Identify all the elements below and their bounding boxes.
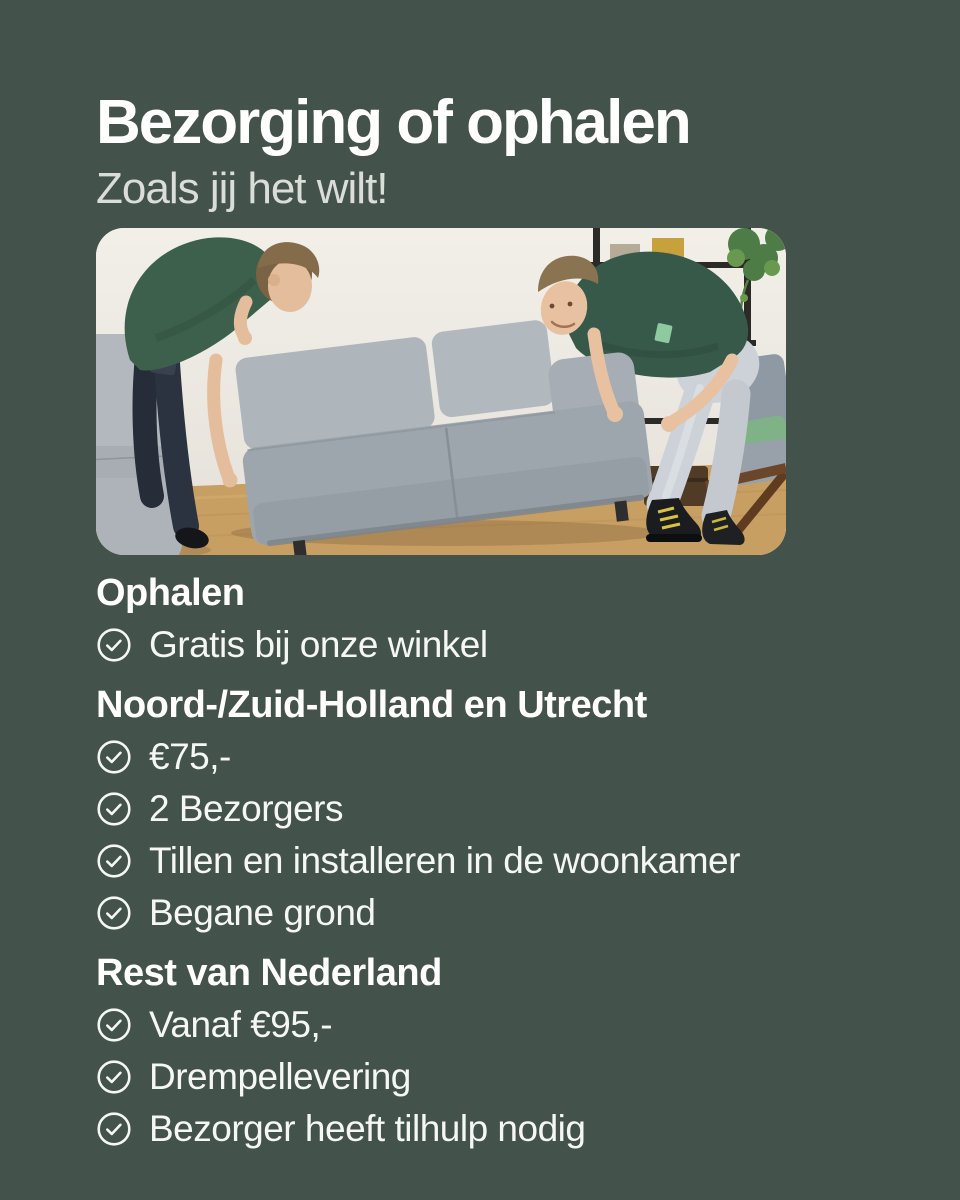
- list-item: [96, 735, 890, 779]
- list-item: [96, 787, 890, 831]
- check-circle-icon: [96, 791, 132, 827]
- delivery-photo-illustration: [96, 228, 786, 555]
- check-circle-icon: [96, 895, 132, 931]
- section-heading: Noord-/Zuid-Holland en Utrecht: [96, 684, 647, 726]
- page-subtitle: Zoals jij het wilt!: [96, 164, 388, 213]
- list-item-label: Tillen en installeren in de woonkamer: [149, 840, 740, 881]
- list-item: [96, 891, 890, 935]
- page-title: Bezorging of ophalen: [96, 88, 690, 157]
- list-item: [96, 1003, 890, 1047]
- list-item: [96, 623, 890, 667]
- list-item-label: Drempellevering: [149, 1056, 411, 1097]
- list-item-label: Begane grond: [149, 892, 376, 933]
- section-ophalen: [96, 573, 890, 667]
- check-circle-icon: [96, 843, 132, 879]
- list-item-label: Vanaf €95,-: [149, 1004, 333, 1045]
- list-item-label: 2 Bezorgers: [149, 788, 343, 829]
- delivery-photo: [96, 228, 786, 555]
- check-circle-icon: [96, 627, 132, 663]
- list-item: [96, 1055, 890, 1099]
- list-item: [96, 839, 890, 883]
- check-circle-icon: [96, 1059, 132, 1095]
- list-item-label: Gratis bij onze winkel: [149, 624, 488, 665]
- section-heading: Rest van Nederland: [96, 952, 442, 994]
- section-noord-zuid-holland-utrecht: [96, 685, 890, 935]
- check-circle-icon: [96, 1007, 132, 1043]
- check-circle-icon: [96, 1111, 132, 1147]
- list-item: [96, 1107, 890, 1151]
- check-circle-icon: [96, 739, 132, 775]
- section-rest-van-nederland: [96, 953, 890, 1151]
- section-heading: Ophalen: [96, 572, 245, 614]
- list-item-label: Bezorger heeft tilhulp nodig: [149, 1108, 586, 1149]
- list-item-label: €75,-: [149, 736, 231, 777]
